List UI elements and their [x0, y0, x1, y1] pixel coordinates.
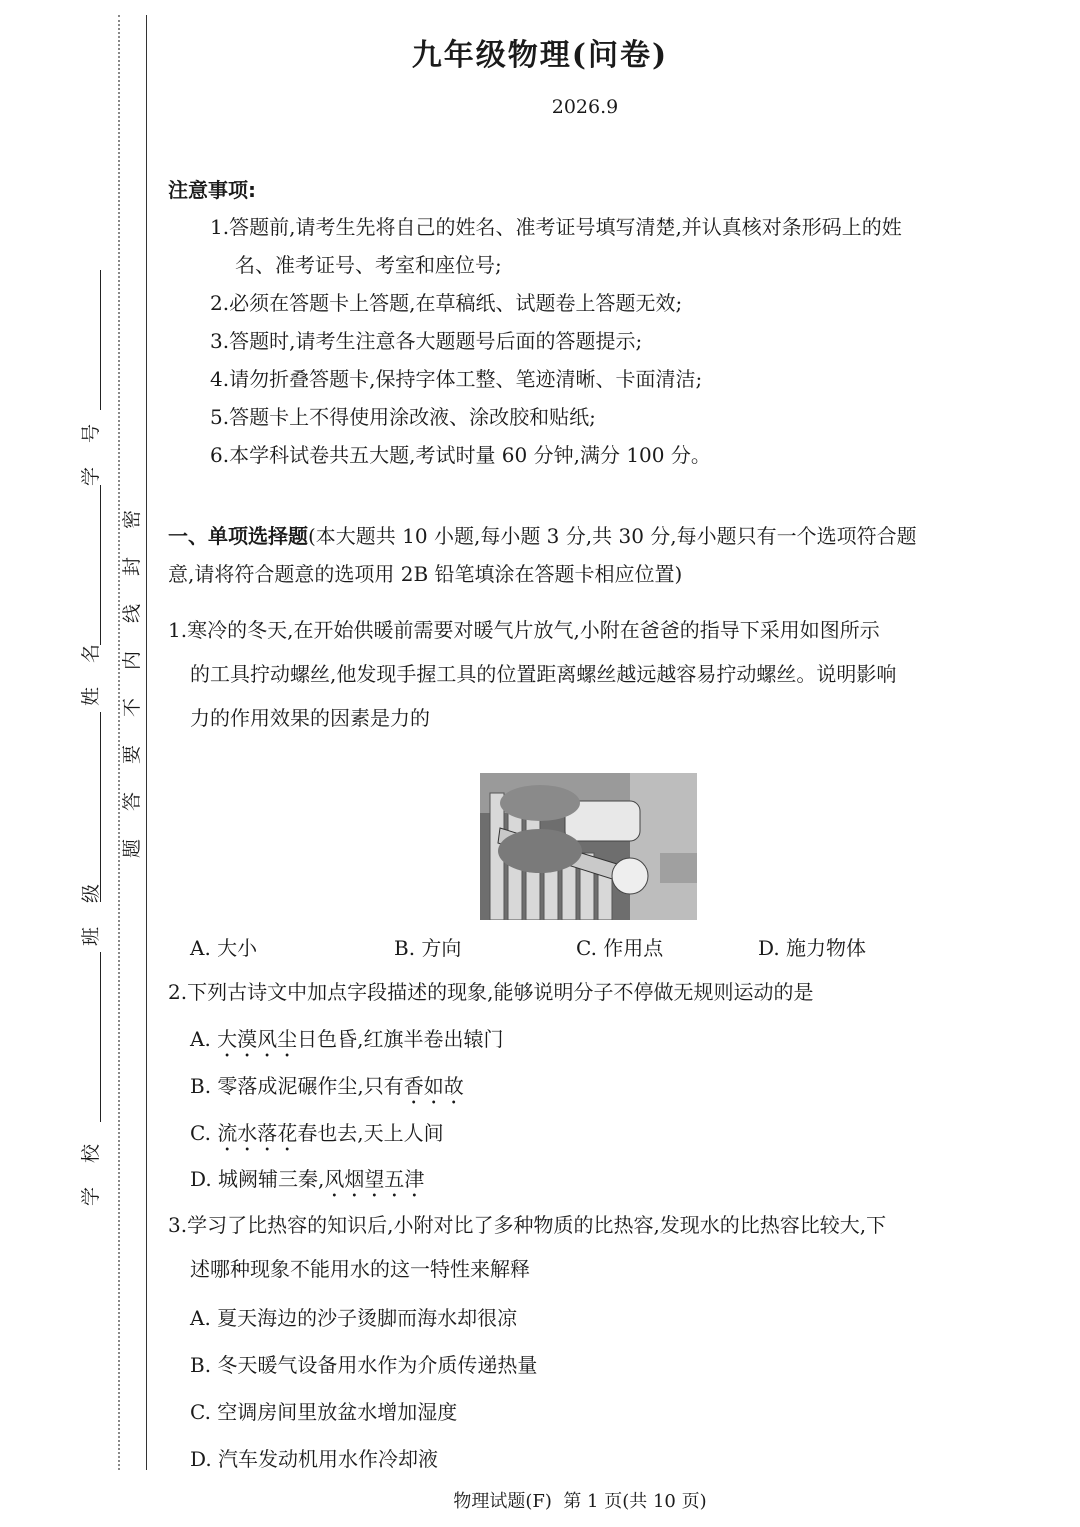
section-desc: 意,请将符合题意的选项用 2B 铅笔填涂在答题卡相应位置) — [168, 562, 683, 586]
field-label: 号 — [80, 423, 103, 444]
field-label: 名 — [80, 643, 103, 664]
notice-item: 3.答题时,请考生注意各大题题号后面的答题提示; — [210, 329, 643, 353]
seal-char: 内 — [121, 650, 144, 671]
seal-warning — [120, 510, 146, 858]
dotted-phrase: 风烟望五津 — [324, 1167, 425, 1191]
exam-date: 2026.9 — [551, 96, 619, 118]
option-a[interactable]: A. 夏天海边的沙子烫脚而海水却很凉 — [190, 1306, 518, 1330]
notice-item: 1.答题前,请考生先将自己的姓名、准考证号填写清楚,并认真核对条形码上的姓 — [210, 215, 902, 239]
question-stem: 2.下列古诗文中加点字段描述的现象,能够说明分子不停做无规则运动的是 — [168, 980, 814, 1004]
seal-char: 不 — [121, 697, 144, 718]
field-label: 学 — [80, 466, 103, 487]
page-footer: 物理试题(F) 第 1 页(共 10 页) — [453, 1491, 707, 1512]
notice-item: 名、准考证号、考室和座位号; — [235, 253, 502, 277]
option-b[interactable]: B. 方向 — [394, 936, 462, 960]
question-stem: 1.寒冷的冬天,在开始供暖前需要对暖气片放气,小附在爸爸的指导下采用如图所示 — [168, 618, 880, 642]
dotted-phrase: 香如故 — [403, 1074, 464, 1098]
section-desc: (本大题共 10 小题,每小题 3 分,共 30 分,每小题只有一个选项符合题 — [308, 524, 917, 548]
seal-char: 答 — [121, 791, 144, 812]
question-stem: 力的作用效果的因素是力的 — [190, 706, 430, 730]
dotted-phrase: 流水落花 — [217, 1121, 298, 1145]
notice-heading: 注意事项: — [168, 178, 256, 202]
seal-char: 要 — [121, 744, 144, 765]
question-stem: 3.学习了比热容的知识后,小附对比了多种物质的比热容,发现水的比热容比较大,下 — [168, 1213, 887, 1237]
option-a[interactable]: A. 大漠风尘日色昏,红旗半卷出辕门 — [190, 1027, 504, 1051]
seal-char: 题 — [121, 838, 144, 859]
notice-item: 5.答题卡上不得使用涂改液、涂改胶和贴纸; — [210, 405, 596, 429]
option-d[interactable]: D. 汽车发动机用水作冷却液 — [190, 1447, 439, 1471]
question-3 — [168, 1203, 1018, 1291]
option-c[interactable]: C. 流水落花春也去,天上人间 — [190, 1121, 444, 1145]
field-label: 班 — [80, 926, 103, 947]
field-label: 级 — [80, 883, 103, 904]
field-label: 学 — [80, 1186, 103, 1207]
field-label: 校 — [80, 1143, 103, 1164]
option-a[interactable]: A. 大小 — [190, 936, 258, 960]
seal-char: 密 — [121, 509, 144, 530]
page-title: 九年级物理(问卷) — [411, 38, 669, 73]
option-c[interactable]: C. 空调房间里放盆水增加湿度 — [190, 1400, 458, 1424]
option-b[interactable]: B. 冬天暖气设备用水作为介质传递热量 — [190, 1353, 538, 1377]
notice-item: 6.本学科试卷共五大题,考试时量 60 分钟,满分 100 分。 — [210, 443, 711, 467]
section-title: 一、单项选择题 — [168, 524, 308, 548]
option-d[interactable]: D. 施力物体 — [758, 936, 867, 960]
notice-list — [210, 208, 1010, 474]
question-stem: 的工具拧动螺丝,他发现手握工具的位置距离螺丝越远越容易拧动螺丝。说明影响 — [190, 662, 897, 686]
radiator-wrench-photo — [480, 773, 697, 920]
question-2 — [168, 970, 1018, 1014]
section-header — [168, 517, 1008, 593]
dotted-phrase: 大漠风尘 — [217, 1027, 298, 1051]
seal-char: 线 — [121, 603, 144, 624]
seal-line — [146, 15, 147, 1470]
seal-char: 封 — [121, 556, 144, 577]
option-c[interactable]: C. 作用点 — [576, 936, 664, 960]
option-b[interactable]: B. 零落成泥碾作尘,只有香如故 — [190, 1074, 464, 1098]
notice-item: 2.必须在答题卡上答题,在草稿纸、试题卷上答题无效; — [210, 291, 683, 315]
question-1 — [168, 608, 1018, 740]
question-stem: 述哪种现象不能用水的这一特性来解释 — [190, 1257, 530, 1281]
option-d[interactable]: D. 城阙辅三秦,风烟望五津 — [190, 1167, 425, 1191]
notice-item: 4.请勿折叠答题卡,保持字体工整、笔迹清晰、卡面清洁; — [210, 367, 703, 391]
field-label: 姓 — [80, 686, 103, 707]
